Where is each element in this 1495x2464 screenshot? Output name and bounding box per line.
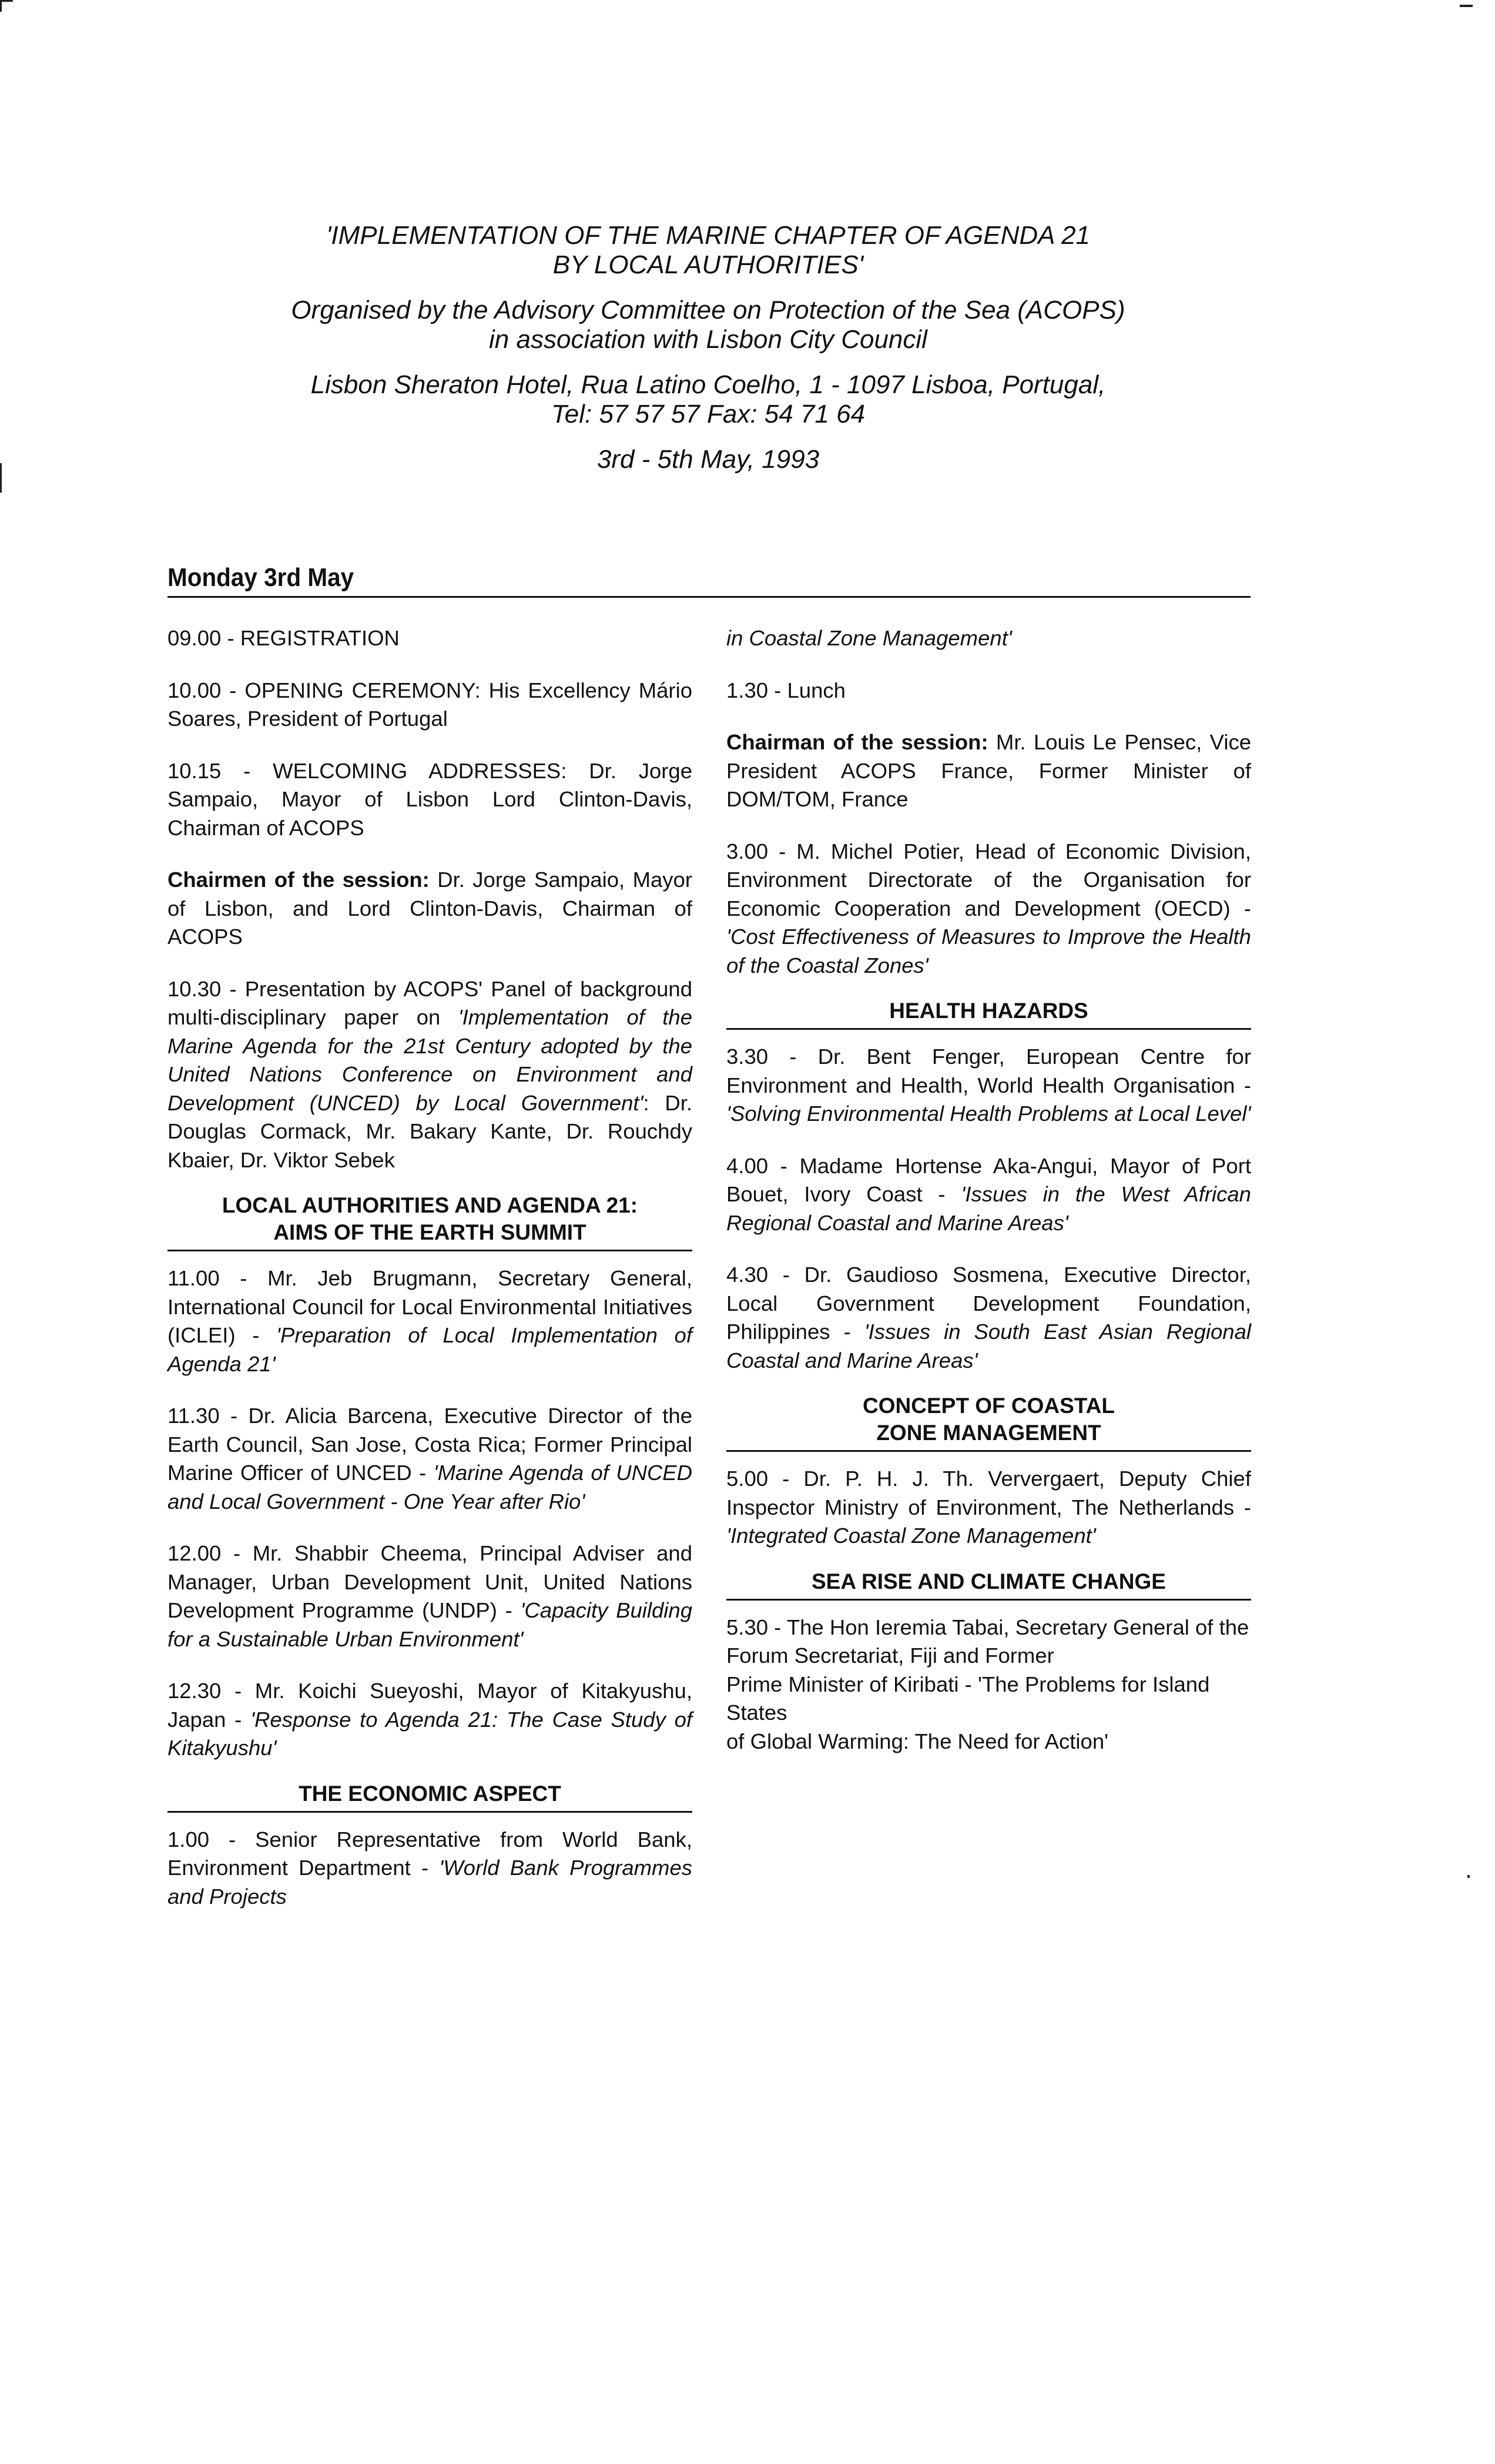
chairmen-names: Dr. Jorge Sampaio, Mayor of Lisbon, and Lord Clinton-Davis, Chairman of ACOPS [167,868,692,949]
agenda-item [726,838,1251,980]
agenda-item [726,1465,1251,1551]
section-heading-line: HEALTH HAZARDS [889,999,1088,1023]
document-header [0,221,1416,474]
chairman-label: Chairman of the session: [726,730,988,754]
item-speaker: 5.00 - Dr. P. H. J. Th. Ververgaert, Deputy Chief Inspector Ministry of Environment, The Netherlands - [726,1467,1251,1519]
item-speaker: 4.00 - Madame Hortense Aka-Angui, Mayor of Port Bouet, Ivory Coast - [726,1153,1251,1206]
agenda-item [726,1613,1251,1756]
agenda-item [726,1152,1251,1238]
agenda-item [167,1264,692,1378]
item-title: 'Issues in South East Asian Regional Coastal and Marine Areas' [726,1320,1251,1372]
item-speaker: 10.30 - Presentation by ACOPS' Panel of background multi-disciplinary paper on [167,976,692,1029]
title-line: BY LOCAL AUTHORITIES' [552,250,864,279]
item-speaker: 11.30 - Dr. Alicia Barcena, Executive Director of the Earth Council, San Jose, Costa Rica; Former Principal Marine Officer of UNCED - [167,1404,692,1485]
item-title: 'Issues in the West African Regional Coastal and Marine Areas' [726,1182,1251,1235]
session-chairman [726,728,1251,814]
agenda-item: 10.15 - WELCOMING ADDRESSES: Dr. Jorge Sampaio, Mayor of Lisbon Lord Clinton-Davis, Chairman of ACOPS [167,758,692,840]
item-speaker: 4.30 - Dr. Gaudioso Sosmena, Executive Director, Local Government Development Foundation, Philippines - [726,1263,1251,1344]
session-chairmen [167,866,692,952]
item-title: 'Response to Agenda 21: The Case Study of Kitakyushu' [167,1707,693,1760]
venue-line: Lisbon Sheraton Hotel, Rua Latino Coelho, 1 - 1097 Lisboa, Portugal, [310,370,1106,399]
organiser-line: in association with Lisbon City Council [489,325,927,354]
section-heading-line: LOCAL AUTHORITIES AND AGENDA 21: [222,1193,638,1217]
programme-column-left [167,624,692,1934]
section-heading [726,997,1251,1030]
agenda-item [167,1826,692,1911]
item-title: 'Integrated Coastal Zone Management' [726,1524,1096,1548]
item-title: 'World Bank Programmes and Projects [167,1856,692,1909]
item-line: Forum Secretariat, Fiji and Former [726,1643,1054,1668]
item-speaker: 11.00 - Mr. Jeb Brugmann, Secretary General, International Council for Local Environmental Initiatives (ICLEI) - [167,1266,692,1347]
item-title-continuation: in Coastal Zone Management' [726,626,1012,650]
item-line: of Global Warming: The Need for Action' [726,1729,1109,1753]
section-heading [726,1568,1251,1601]
item-speaker: 1.00 - Senior Representative from World Bank, Environment Department - [167,1827,692,1880]
section-heading-line: THE ECONOMIC ASPECT [299,1781,561,1806]
contact-line: Tel: 57 57 57 Fax: 54 71 64 [551,400,866,428]
programme-column-right [726,624,1251,1779]
organiser-line: Organised by the Advisory Committee on Protection of the Sea (ACOPS) [291,296,1125,324]
section-heading-line: ZONE MANAGEMENT [876,1421,1101,1445]
item-speaker: 3.00 - M. Michel Potier, Head of Economic Division, Environment Directorate of the Organisation for Economic Cooperation and Development (OECD) - [726,839,1251,920]
agenda-item [167,975,692,1175]
conference-dates: 3rd - 5th May, 1993 [596,445,820,474]
section-heading [726,1392,1251,1452]
item-title: 'Implementation of the Marine Agenda for the 21st Century adopted by the United Nations Conference on Environment and Development (UNCED) by Local Government' [167,1005,692,1115]
scan-corner-mark [0,0,13,2]
item-speaker: : Dr. Douglas Cormack, Mr. Bakary Kante, Dr. Rouchdy Kbaier, Dr. Viktor Sebek [167,1090,692,1172]
chairman-name: Mr. Louis Le Pensec, Vice President ACOPS France, Former Minister of DOM/TOM, France [726,730,1251,811]
item-title: 'Capacity Building for a Sustainable Urban Environment' [167,1598,692,1651]
item-line: Prime Minister of Kiribati - 'The Problems for Island States [726,1672,1210,1725]
agenda-item [167,1539,692,1653]
item-speaker: 12.00 - Mr. Shabbir Cheema, Principal Adviser and Manager, Urban Development Unit, United Nations Development Programme (UNDP) - [167,1541,692,1622]
item-title: 'Cost Effectiveness of Measures to Improve the Health of the Coastal Zones' [726,925,1251,977]
item-speaker: 12.30 - Mr. Koichi Sueyoshi, Mayor of Kitakyushu, Japan - [167,1679,692,1732]
chairmen-label: Chairmen of the session: [167,868,430,892]
item-speaker: 3.30 - Dr. Bent Fenger, European Centre for Environment and Health, World Health Organisation - [726,1044,1251,1097]
scan-mark [1460,5,1473,7]
section-heading [167,1192,692,1251]
item-line: 5.30 - The Hon Ieremia Tabai, Secretary General of the [726,1615,1249,1639]
section-heading-line: CONCEPT OF COASTAL [863,1394,1115,1418]
title-line: 'IMPLEMENTATION OF THE MARINE CHAPTER OF AGENDA 21 [326,221,1091,250]
agenda-item: 1.30 - Lunch [726,678,846,702]
item-title: 'Preparation of Local Implementation of Agenda 21' [167,1323,692,1376]
day-heading-text: Monday 3rd May [167,563,354,592]
scan-corner-mark [0,0,2,12]
agenda-item: 10.00 - OPENING CEREMONY: His Excellency Mário Soares, President of Portugal [167,678,692,731]
item-title: 'Solving Environmental Health Problems at Local Level' [726,1102,1251,1126]
agenda-item [167,1402,692,1516]
agenda-item [726,1043,1251,1129]
agenda-item [167,1677,692,1763]
agenda-item [726,1261,1251,1375]
section-heading [167,1780,692,1813]
section-heading-line: AIMS OF THE EARTH SUMMIT [273,1220,586,1244]
agenda-item: 09.00 - REGISTRATION [167,626,400,650]
scan-dot [1467,1875,1470,1878]
section-heading-line: SEA RISE AND CLIMATE CHANGE [812,1569,1166,1593]
item-title: 'Marine Agenda of UNCED and Local Government - One Year after Rio' [167,1461,693,1514]
day-heading [167,560,1251,598]
